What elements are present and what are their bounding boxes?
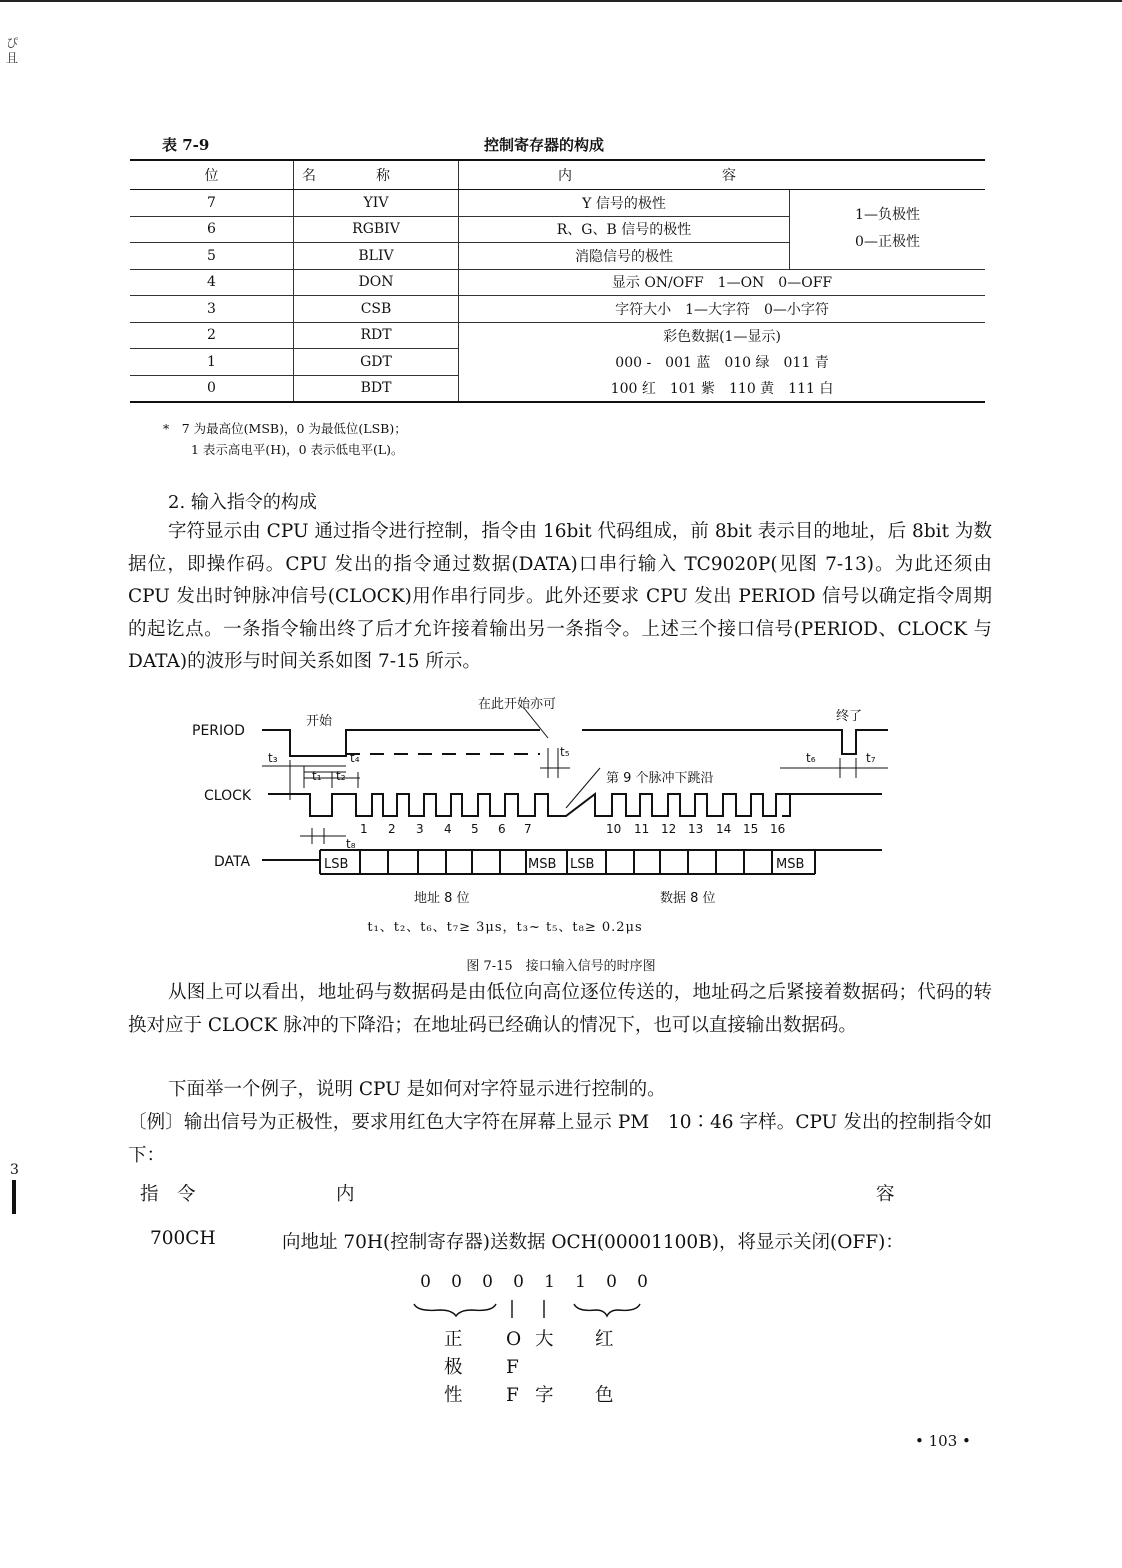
cell-content: 字符大小 1—大字符 0—小字符	[459, 296, 986, 323]
header-content: 内容	[459, 160, 986, 190]
polarity-positive: 0—正极性	[855, 234, 920, 251]
clock-num: 2	[388, 822, 396, 836]
label-t7: t₇	[866, 751, 876, 765]
table-row	[130, 269, 985, 296]
label-clock: CLOCK	[204, 788, 252, 804]
label-data: DATA	[214, 854, 251, 870]
bit: 0	[513, 1272, 524, 1292]
cell-name: CSB	[294, 296, 459, 323]
table-row	[130, 296, 985, 323]
label-t8: t₈	[346, 837, 356, 851]
clock-num: 11	[634, 822, 650, 836]
margin-mark-3: 3	[10, 1162, 19, 1178]
table-row	[130, 322, 985, 349]
bit: 0	[420, 1272, 431, 1292]
note-1: * 7 为最高位(MSB)，0 为最低位(LSB)；	[163, 421, 407, 436]
label-t3: t₃	[268, 751, 278, 765]
table-row	[130, 349, 985, 376]
cell-bit: 4	[130, 269, 294, 296]
table-notes	[163, 418, 407, 460]
cell-bit: 7	[130, 190, 294, 217]
instr-header-col1: 指 令	[140, 1184, 196, 1205]
label-ninth-edge: 第 9 个脉冲下跳沿	[606, 771, 714, 786]
page-number: • 103 •	[915, 1432, 971, 1450]
label-address-8bit: 地址 8 位	[414, 891, 470, 906]
clock-num: 12	[661, 822, 677, 836]
label-msb-address: MSB	[528, 857, 557, 872]
cell-name: RGBIV	[294, 216, 459, 243]
table-row	[130, 190, 985, 217]
paragraph-3-text: 下面举一个例子，说明 CPU 是如何对字符显示进行控制的。	[168, 1079, 666, 1100]
paragraph-1	[128, 516, 992, 679]
cell-name: BLIV	[294, 243, 459, 270]
label-alt-start: 在此开始亦可	[478, 697, 557, 712]
label-lsb-data: LSB	[570, 857, 595, 872]
cell-bit: 2	[130, 322, 294, 349]
instr-header-col3: 容	[876, 1184, 895, 1205]
cell-content: 彩色数据(1—显示)	[663, 328, 781, 345]
label-t2: t₂	[336, 769, 346, 783]
label-data-8bit: 数据 8 位	[660, 891, 716, 906]
label-period: PERIOD	[192, 723, 245, 739]
paragraph-1-text: 字符显示由 CPU 通过指令进行控制，指令由 16bit 代码组成，前 8bit 表示目的地址，后 8bit 为数据位，即操作码。CPU 发出的指令通过数据(DATA)口串行输入 TC9020P(见图 7-13)。为此还须由 CPU 发出时钟脉冲信号(CLOCK)用作串行同步。此外还要求 CPU 发出 PERIOD 信号以确定指令周期的起讫点。一条指令输出终了后才允许接着输出另一条指令。上述三个接口信号(PERIOD、CLOCK 与 DATA)的波形与时间关系如图 7-15 所示。	[128, 521, 992, 672]
example-paragraph	[128, 1107, 992, 1172]
header-name: 名称	[294, 160, 459, 190]
clock-num: 14	[716, 822, 732, 836]
paragraph-2-text: 从图上可以看出，地址码与数据码是由低位向高位逐位传送的，地址码之后紧接着数据码；代码的转换对应于 CLOCK 脉冲的下降沿；在地址码已经确认的情况下，也可以直接输出数据码。	[128, 982, 992, 1036]
clock-num: 13	[688, 822, 704, 836]
control-register-table	[130, 159, 985, 403]
table-caption: 控制寄存器的构成	[484, 136, 605, 154]
cell-bit: 3	[130, 296, 294, 323]
bit: 1	[575, 1272, 586, 1292]
timing-formula: t₁、t₂、t₆、t₇≥ 3μs，t₃~ t₅、t₈≥ 0.2μs	[367, 920, 643, 935]
clock-num: 7	[524, 822, 532, 836]
instr-desc: 向地址 70H(控制寄存器)送数据 OCH(00001100B)，将显示关闭(OFF)：	[282, 1232, 904, 1253]
cell-name: YIV	[294, 190, 459, 217]
cell-name: RDT	[294, 322, 459, 349]
label-t6: t₆	[806, 751, 816, 765]
bit-brackets	[400, 1296, 660, 1322]
cell-bit: 1	[130, 349, 294, 376]
paragraph-3	[128, 1074, 992, 1107]
cell-bit: 5	[130, 243, 294, 270]
cell-name: DON	[294, 269, 459, 296]
section-heading: 2. 输入指令的构成	[168, 492, 317, 513]
clock-num: 6	[498, 822, 506, 836]
clock-num: 1	[360, 822, 368, 836]
cell-content: Y 信号的极性	[459, 190, 790, 217]
figure-caption: 图 7-15 接口输入信号的时序图	[466, 959, 656, 974]
margin-bar	[12, 1180, 16, 1214]
label-red: 红 色	[595, 1329, 614, 1406]
table-header-row	[130, 160, 985, 190]
t8-marks	[300, 828, 346, 844]
instr-code: 700CH	[150, 1228, 216, 1249]
bit: 0	[606, 1272, 617, 1292]
note-2: 1 表示高电平(H)，0 表示低电平(L)。	[191, 442, 404, 457]
clock-num: 15	[743, 822, 759, 836]
cell-content: 显示 ON/OFF 1—ON 0—OFF	[459, 269, 986, 296]
label-start: 开始	[306, 714, 333, 729]
clock-num: 4	[444, 822, 452, 836]
cell-name: BDT	[294, 375, 459, 402]
clock-num: 10	[606, 822, 622, 836]
bit-sequence	[410, 1272, 658, 1292]
paragraph-2	[128, 977, 992, 1042]
cell-bit: 6	[130, 216, 294, 243]
cell-polarity	[790, 190, 986, 270]
label-end: 终了	[836, 709, 863, 724]
alt-start-arrow	[524, 708, 548, 738]
table-number: 表 7-9	[162, 136, 210, 154]
brace-positive	[414, 1304, 496, 1316]
bit: 1	[544, 1272, 555, 1292]
bit: 0	[637, 1272, 648, 1292]
cell-content: 100 红 101 紫 110 黄 111 白	[459, 375, 986, 402]
cell-bit: 0	[130, 375, 294, 402]
clock-num: 16	[770, 822, 786, 836]
brace-red	[574, 1304, 640, 1316]
example-text: 〔例〕输出信号为正极性，要求用红色大字符在屏幕上显示 PM 10∶46 字样。CPU 发出的控制指令如下：	[128, 1112, 992, 1166]
cell-content: R、G、B 信号的极性	[459, 216, 790, 243]
top-border	[0, 0, 1122, 2]
label-large: 大 字	[535, 1329, 554, 1406]
label-lsb-address: LSB	[324, 857, 349, 872]
label-t4: t₄	[350, 751, 360, 765]
clock-num: 5	[471, 822, 479, 836]
label-t1: t₁	[312, 769, 322, 783]
label-off: O F F	[506, 1329, 522, 1406]
margin-handwriting: ぴ 且	[6, 36, 19, 65]
header-bit: 位	[130, 160, 294, 190]
cell-content: 消隐信号的极性	[459, 243, 790, 270]
label-msb-data: MSB	[776, 857, 805, 872]
clock-num: 3	[416, 822, 424, 836]
label-positive: 正 极 性	[444, 1329, 463, 1406]
bit: 0	[451, 1272, 462, 1292]
polarity-negative: 1—负极性	[855, 207, 920, 224]
label-t5: t₅	[560, 745, 570, 759]
cell-name: GDT	[294, 349, 459, 376]
bit: 0	[482, 1272, 493, 1292]
table-row	[130, 375, 985, 402]
instr-header-col2: 内	[336, 1184, 355, 1205]
cell-content: 000 - 001 蓝 010 绿 011 青	[615, 354, 829, 371]
